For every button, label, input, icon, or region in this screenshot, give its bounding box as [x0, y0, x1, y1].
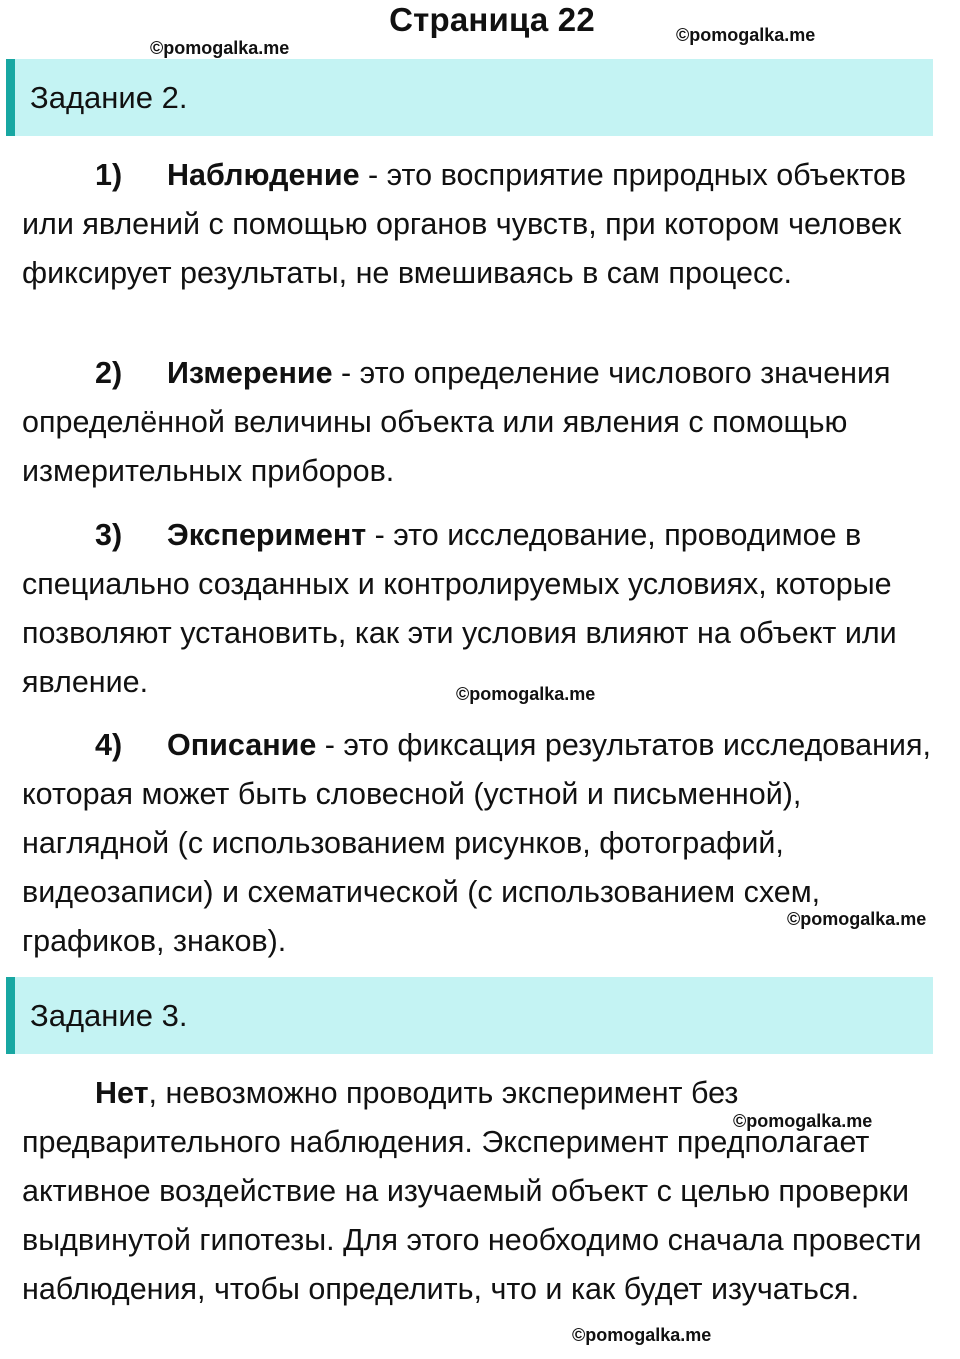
task2-item-2 — [22, 349, 957, 496]
task3-answer — [22, 1069, 957, 1314]
item-term: Измерение — [167, 356, 333, 390]
watermark: ©pomogalka.me — [150, 38, 290, 58]
task2-heading: Задание 2. — [30, 80, 188, 115]
item-text: - это исследование, проводимое в специально созданных и контролируемых условиях, которые позволяют установить, как эти условия влияют на объект или явление. — [22, 518, 897, 699]
task3-heading-bar — [6, 977, 933, 1054]
item-number: 4) — [95, 728, 123, 762]
watermark: ©pomogalka.me — [572, 1325, 712, 1345]
task2-item-1 — [22, 151, 957, 298]
watermark: ©pomogalka.me — [676, 25, 816, 45]
answer-text: , невозможно проводить эксперимент без предварительного наблюдения. Эксперимент предполагает активное воздействие на изучаемый объект с целью проверки выдвинутой гипотезы. Для этого необходимо сначала провести наблюдения, чтобы определить, что и как будет изучаться. — [22, 1076, 922, 1306]
item-text: - это восприятие природных объектов или явлений с помощью органов чувств, при котором человек фиксирует результаты, не вмешиваясь в сам процесс. — [22, 158, 907, 290]
task2-item-3 — [22, 511, 957, 707]
watermark: ©pomogalka.me — [787, 909, 927, 929]
answer-term: Нет — [95, 1076, 149, 1110]
page-title: Страница 22 — [389, 1, 595, 38]
item-number: 3) — [95, 518, 123, 552]
task2-heading-bar — [6, 59, 933, 136]
item-number: 2) — [95, 356, 123, 390]
item-term: Описание — [167, 728, 317, 762]
watermark: ©pomogalka.me — [456, 684, 596, 704]
item-text: - это определение числового значения определённой величины объекта или явления с помощью измерительных приборов. — [22, 356, 891, 488]
watermark: ©pomogalka.me — [733, 1111, 873, 1131]
item-text: - это фиксация результатов исследования, которая может быть словесной (устной и письменной), наглядной (с использованием рисунков, фотографий, видеозаписи) и схематической (с использованием схем, графиков, знаков). — [22, 728, 931, 958]
item-term: Наблюдение — [167, 158, 360, 192]
item-number: 1) — [95, 158, 123, 192]
item-term: Эксперимент — [167, 518, 367, 552]
task3-heading: Задание 3. — [30, 998, 188, 1033]
